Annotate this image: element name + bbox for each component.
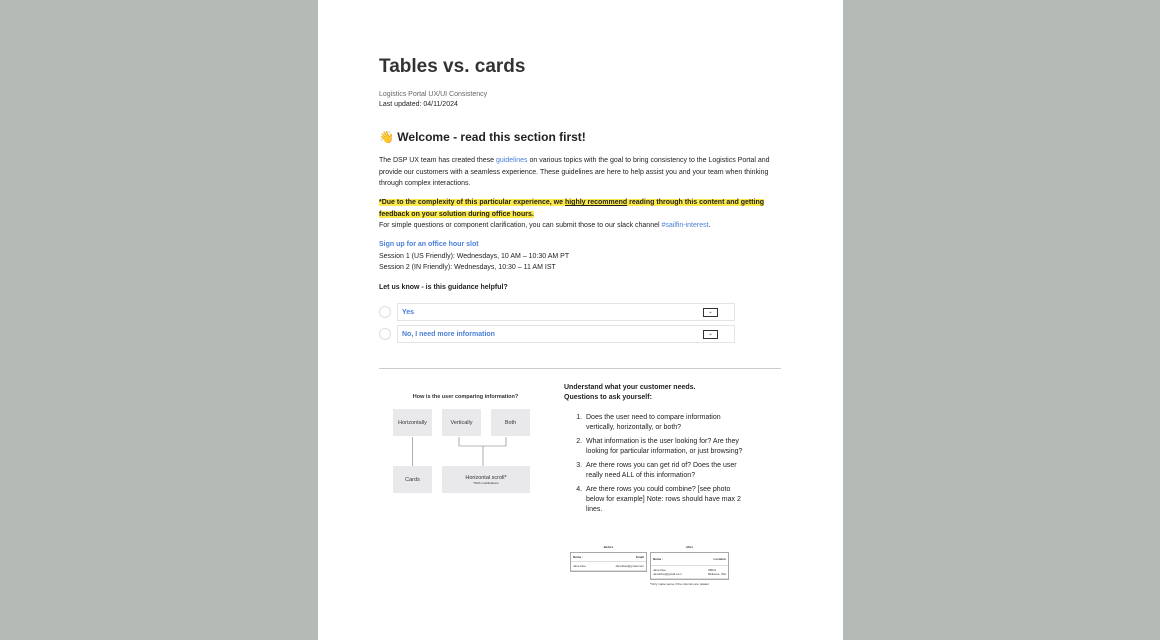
session-2: Session 2 (IN Friendly): Wednesdays, 10:30 – 11 AM IST xyxy=(379,264,556,271)
office-hours xyxy=(379,239,784,274)
welcome-heading-text: Welcome - read this section first! xyxy=(397,130,586,144)
questions-heading: Understand what your customer needs. xyxy=(564,384,696,391)
page-meta xyxy=(379,90,784,110)
session-1: Session 1 (US Friendly): Wednesdays, 10 AM – 10:30 AM PT xyxy=(379,252,570,260)
box-vertically: Vertically xyxy=(442,409,481,436)
chevron-down-icon[interactable]: ⌄ xyxy=(703,330,718,339)
questions-subheading: Questions to ask yourself: xyxy=(564,394,652,401)
questions-list xyxy=(564,413,744,515)
radio-button[interactable] xyxy=(379,328,391,340)
diagram-title: How is the user comparing information? xyxy=(412,394,519,400)
page-title: Tables vs. cards xyxy=(379,56,526,77)
intro-text: The DSP UX team has created these xyxy=(379,157,496,164)
box-horizontal-scroll: Horizontal scroll* *With modifications xyxy=(442,466,530,493)
intro-text-2: on various topics with the goal to bring consistency to the Logistics Portal and provide our customers with a seamless experience. These guidelines are here to help assist you and your team when thinking through complex interactions. xyxy=(379,157,770,187)
comparison-diagram xyxy=(393,390,538,500)
box-horizontally: Horizontally xyxy=(393,409,432,436)
slack-text: For simple questions or component clarification, you can submit those to our slack channel xyxy=(379,222,662,229)
feedback-option-yes[interactable] xyxy=(379,303,735,321)
welcome-heading xyxy=(379,130,586,144)
chevron-down-icon[interactable]: ⌄ xyxy=(703,308,718,317)
subtitle: Logistics Portal UX/UI Consistency xyxy=(379,91,488,98)
last-updated: Last updated: 04/11/2024 xyxy=(379,101,458,108)
diagram-connectors xyxy=(393,390,538,500)
radio-button[interactable] xyxy=(379,306,391,318)
divider xyxy=(379,368,781,369)
list-item: 4. Are there rows you could combine? [see photo below for example] Note: rows should have max 2 lines. xyxy=(584,485,744,515)
guidelines-link[interactable]: guidelines xyxy=(496,157,528,164)
after-table-example: After Name ↓ Location Jane Doe JaneDoe@gmail.com 98011 Bellevue, WA *Only make sense if the columns are related xyxy=(650,545,729,586)
feedback-option-no[interactable] xyxy=(379,325,735,343)
questions-section xyxy=(564,383,744,519)
intro-paragraph xyxy=(379,155,784,190)
signup-link[interactable]: Sign up for an office hour slot xyxy=(379,241,479,248)
feedback-question: Let us know - is this guidance helpful? xyxy=(379,284,508,291)
highlight-paragraph: *Due to the complexity of this particular experience, we highly recommend reading through this content and getting feedback on your solution during office hours. For simple questions or component clarification, you can submit those to our slack channel #sailfin-interest. xyxy=(379,199,765,229)
box-cards: Cards xyxy=(393,466,432,493)
highlight-text: *Due to the complexity of this particular experience, we highly recommend reading through this content and getting feedback on your solution during office hours. xyxy=(379,199,765,218)
wave-icon: 👋 xyxy=(379,130,394,144)
slack-channel-link[interactable]: #sailfin-interest xyxy=(661,222,709,229)
before-table-example: Before Name ↓ Email Jane Doe JaneDoe@gmail.com xyxy=(570,545,647,572)
list-item: 2. What information is the user looking for? Are they looking for particular information, or just browsing? xyxy=(584,437,744,457)
option-label: No, I need more information xyxy=(402,331,495,338)
list-item: 3. Are there rows you can get rid of? Does the user really need ALL of this information? xyxy=(584,461,744,481)
list-item: 1. Does the user need to compare information vertically, horizontally, or both? xyxy=(584,413,744,433)
option-label: Yes xyxy=(402,309,415,316)
document-page xyxy=(318,0,843,640)
box-both: Both xyxy=(491,409,530,436)
